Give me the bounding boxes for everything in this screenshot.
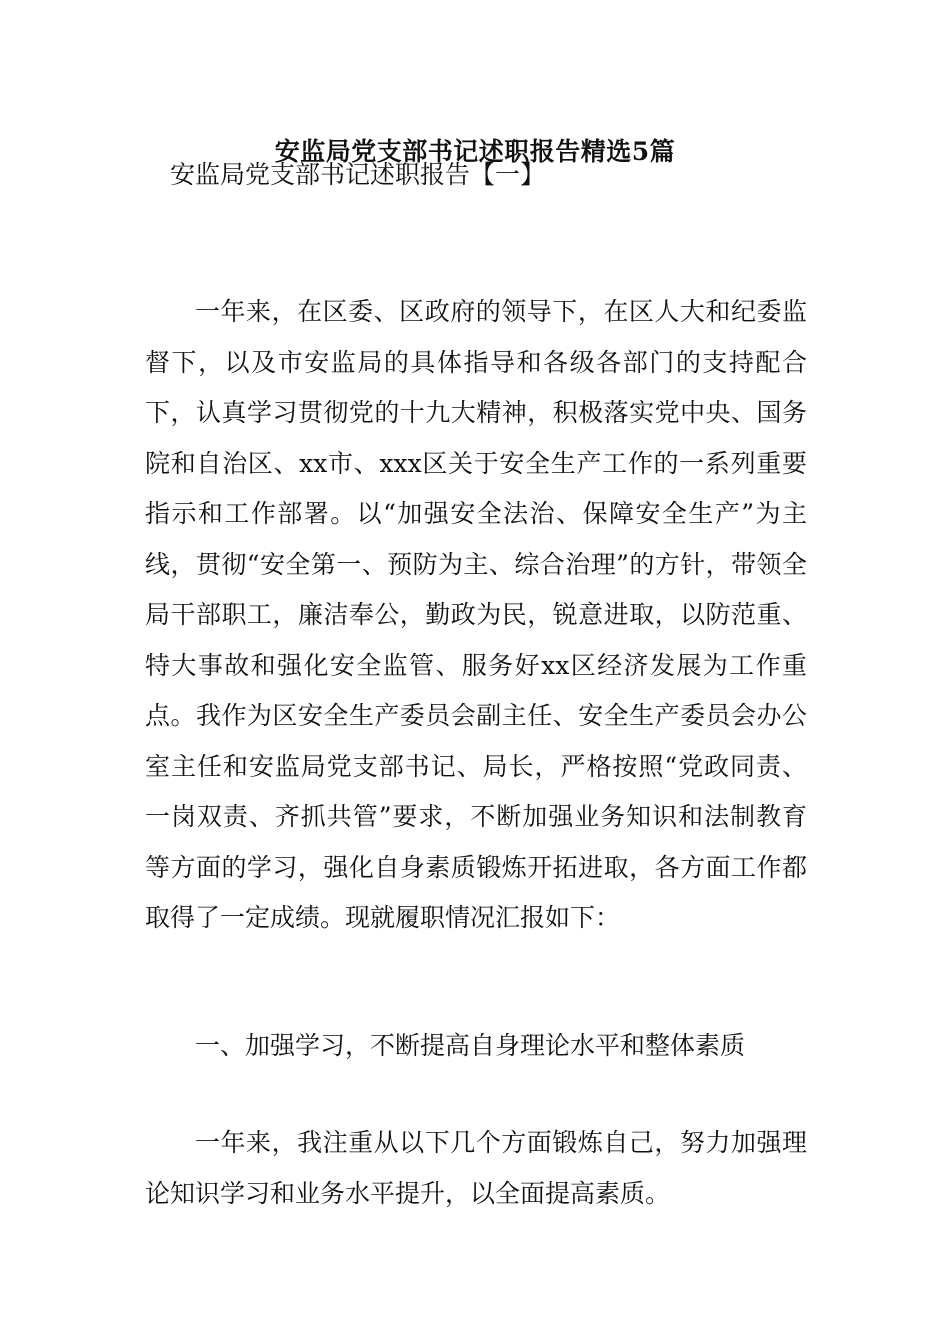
document-title: 安监局党支部书记述职报告精选5篇: [274, 137, 676, 166]
body-paragraph-2: 一年来，我注重从以下几个方面锻炼自己，努力加强理论知识学习和业务水平提升，以全面提高素质。: [145, 1128, 807, 1208]
body-paragraph-1: 一年来，在区委、区政府的领导下，在区人大和纪委监督下，以及市安监局的具体指导和各级各部门的支持配合下，认真学习贯彻党的十九大精神，积极落实党中央、国务院和自治区、xx市、xxx区关于安全生产工作的一系列重要指示和工作部署。以“加强安全法治、保障安全生产”为主线，贯彻“安全第一、预防为主、综合治理”的方针，带领全局干部职工，廉洁奉公，勤政为民，锐意进取，以防范重、特大事故和强化安全监管、服务好xx区经济发展为工作重点。我作为区安全生产委员会副主任、安全生产委员会办公室主任和安监局党支部书记、局长，严格按照“党政同责、一岗双责、齐抓共管”要求，不断加强业务知识和法制教育等方面的学习，强化自身素质锻炼开拓进取，各方面工作都取得了一定成绩。现就履职情况汇报如下：: [145, 297, 807, 932]
report-subtitle: 安监局党支部书记述职报告【一】: [170, 160, 546, 189]
section-heading-1: 一、加强学习，不断提高自身理论水平和整体素质: [195, 1031, 746, 1060]
